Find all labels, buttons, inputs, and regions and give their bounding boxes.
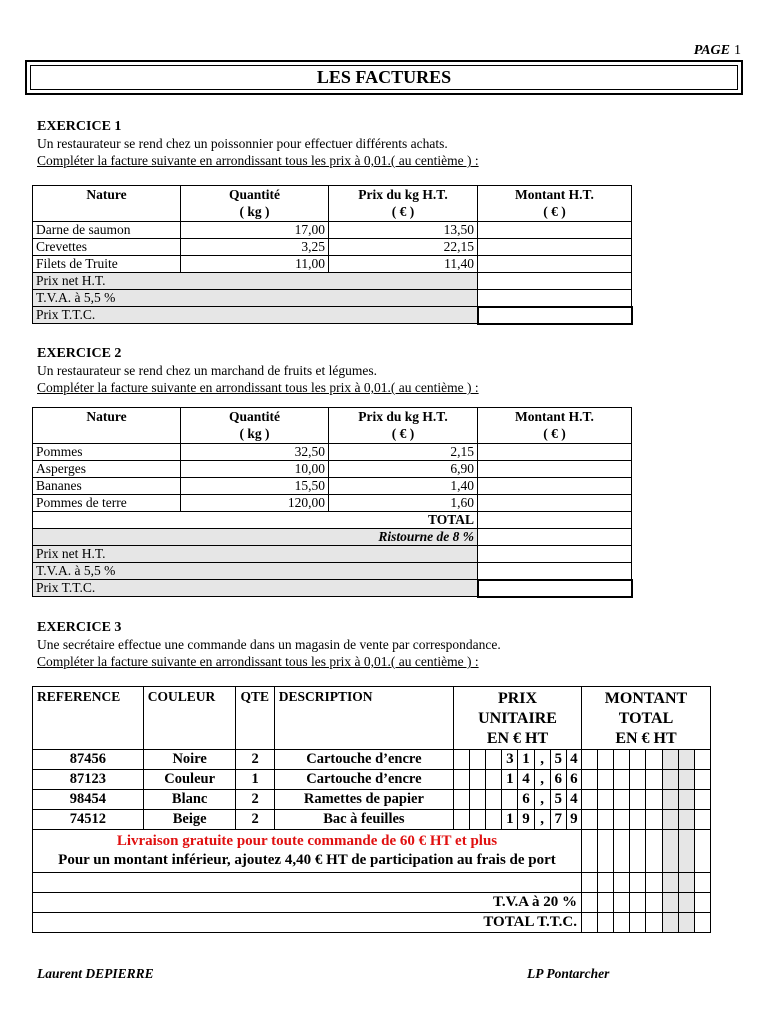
exercise-1-invoice — [32, 185, 633, 325]
footer-school: LP Pontarcher — [527, 966, 610, 981]
unit-price-digit: 7 — [550, 810, 566, 830]
tva-row — [33, 290, 632, 307]
total-label: TOTAL — [33, 512, 478, 529]
amount-input-cell[interactable] — [478, 222, 632, 239]
amount-digit-cell[interactable] — [678, 873, 694, 893]
unit-price-digit — [454, 750, 470, 770]
price-header: Prix du kg H.T. ( € ) — [329, 186, 478, 222]
exercise-3-intro: Une secrétaire effectue une commande dans un magasin de vente par correspondance. — [37, 637, 501, 652]
amount-digit-cell[interactable] — [662, 770, 678, 790]
amount-digit-cell[interactable] — [694, 873, 710, 893]
amount-digit-cell[interactable] — [646, 790, 662, 810]
ttc-input-cell[interactable] — [478, 580, 632, 597]
ttc-label: Prix T.T.C. — [33, 307, 478, 324]
qty-cell: 2 — [236, 750, 274, 770]
footer-author: Laurent DEPIERRE — [37, 966, 154, 981]
amount-digit-cell[interactable] — [662, 810, 678, 830]
nature-cell: Darne de saumon — [33, 222, 181, 239]
unit-price-digit — [470, 810, 486, 830]
exercise-1-instruction: Compléter la facture suivante en arrondissant tous les prix à 0,01.( au centième ) : — [37, 153, 479, 168]
unit-price-digit: , — [534, 810, 550, 830]
table-row — [33, 444, 632, 461]
amount-digit-cell[interactable] — [646, 913, 662, 933]
shipping-notice-row — [33, 830, 711, 873]
price-cell: 22,15 — [329, 239, 478, 256]
quantity-header: Quantité ( kg ) — [181, 186, 329, 222]
net-ht-label: Prix net H.T. — [33, 273, 478, 290]
shipping-fee-note: Pour un montant inférieur, ajoutez 4,40 € HT de participation au frais de port — [58, 852, 556, 868]
qty-cell: 2 — [236, 790, 274, 810]
amount-digit-cell[interactable] — [678, 750, 694, 770]
amount-input-cell[interactable] — [478, 256, 632, 273]
nature-cell: Bananes — [33, 478, 181, 495]
unit-price-digit — [454, 810, 470, 830]
amount-digit-cell[interactable] — [662, 893, 678, 913]
tva-label: T.V.A. à 5,5 % — [33, 563, 478, 580]
amount-digit-cell[interactable] — [581, 830, 597, 873]
amount-digit-cell[interactable] — [598, 790, 614, 810]
quantity-cell: 120,00 — [181, 495, 329, 512]
color-cell: Blanc — [143, 790, 236, 810]
amount-digit-cell[interactable] — [614, 913, 630, 933]
quantity-cell: 11,00 — [181, 256, 329, 273]
net-ht-row — [33, 546, 632, 563]
net-ht-input-cell[interactable] — [478, 546, 632, 563]
unit-price-digit: 5 — [550, 750, 566, 770]
nature-cell: Crevettes — [33, 239, 181, 256]
price-cell: 11,40 — [329, 256, 478, 273]
exercise-2-heading: EXERCICE 2 — [37, 346, 122, 361]
qty-cell: 1 — [236, 770, 274, 790]
page-title: LES FACTURES — [30, 65, 738, 90]
amount-digit-cell[interactable] — [581, 770, 597, 790]
discount-input-cell[interactable] — [478, 529, 632, 546]
table-header-row — [33, 408, 632, 444]
price-header: Prix du kg H.T. ( € ) — [329, 408, 478, 444]
unit-price-digit — [486, 770, 502, 790]
tva-input-cell[interactable] — [478, 563, 632, 580]
unit-price-digit — [486, 810, 502, 830]
color-cell: Noire — [143, 750, 236, 770]
price-cell: 1,40 — [329, 478, 478, 495]
price-cell: 1,60 — [329, 495, 478, 512]
amount-digit-cell[interactable] — [630, 873, 646, 893]
price-cell: 6,90 — [329, 461, 478, 478]
amount-input-cell[interactable] — [478, 495, 632, 512]
amount-digit-cell[interactable] — [678, 770, 694, 790]
exercise-3-invoice — [32, 686, 711, 933]
tva-label: T.V.A à 20 % — [33, 893, 582, 913]
amount-digit-cell[interactable] — [646, 830, 662, 873]
amount-digit-cell[interactable] — [678, 830, 694, 873]
amount-digit-cell[interactable] — [598, 770, 614, 790]
ttc-row — [33, 913, 711, 933]
amount-digit-cell[interactable] — [678, 893, 694, 913]
amount-digit-cell[interactable] — [614, 770, 630, 790]
amount-digit-cell[interactable] — [630, 750, 646, 770]
amount-digit-cell[interactable] — [646, 770, 662, 790]
nature-header: Nature — [33, 186, 181, 222]
color-cell: Beige — [143, 810, 236, 830]
description-cell: Bac à feuilles — [274, 810, 453, 830]
unit-price-digit: 1 — [502, 770, 518, 790]
amount-digit-cell[interactable] — [646, 810, 662, 830]
nature-cell: Filets de Truite — [33, 256, 181, 273]
table-row — [33, 770, 711, 790]
description-cell: Cartouche d’encre — [274, 750, 453, 770]
amount-digit-cell[interactable] — [694, 750, 710, 770]
amount-digit-cell[interactable] — [662, 873, 678, 893]
table-row — [33, 478, 632, 495]
unit-price-digit: 4 — [566, 750, 581, 770]
unit-price-digit: 9 — [518, 810, 534, 830]
amount-digit-cell[interactable] — [630, 830, 646, 873]
table-row — [33, 750, 711, 770]
tva-input-cell[interactable] — [478, 290, 632, 307]
quantity-header: Quantité ( kg ) — [181, 408, 329, 444]
net-ht-input-cell[interactable] — [478, 273, 632, 290]
tva-row — [33, 893, 711, 913]
amount-digit-cell[interactable] — [598, 913, 614, 933]
exercise-2-instruction: Compléter la facture suivante en arrondissant tous les prix à 0,01.( au centième ) : — [37, 380, 479, 395]
amount-digit-cell[interactable] — [581, 893, 597, 913]
amount-digit-cell[interactable] — [598, 810, 614, 830]
table-header-row — [33, 687, 711, 750]
amount-header: Montant H.T. ( € ) — [478, 408, 632, 444]
unit-price-digit: 1 — [518, 750, 534, 770]
amount-digit-cell[interactable] — [694, 810, 710, 830]
table-row — [33, 461, 632, 478]
amount-digit-cell[interactable] — [598, 893, 614, 913]
unit-price-digit — [470, 790, 486, 810]
net-ht-label: Prix net H.T. — [33, 546, 478, 563]
discount-row — [33, 529, 632, 546]
nature-header: Nature — [33, 408, 181, 444]
reference-cell: 98454 — [33, 790, 144, 810]
amount-digit-cell[interactable] — [630, 790, 646, 810]
unit-price-digit: 6 — [566, 770, 581, 790]
unit-price-digit: 4 — [566, 790, 581, 810]
quantity-cell: 10,00 — [181, 461, 329, 478]
unit-price-header: PRIX UNITAIRE EN € HT — [454, 687, 582, 750]
exercise-2-invoice — [32, 407, 633, 598]
description-cell: Cartouche d’encre — [274, 770, 453, 790]
amount-digit-cell[interactable] — [581, 750, 597, 770]
amount-digit-cell[interactable] — [678, 790, 694, 810]
color-header: COULEUR — [143, 687, 236, 750]
title-box — [25, 60, 743, 95]
amount-digit-cell[interactable] — [694, 790, 710, 810]
amount-digit-cell[interactable] — [646, 873, 662, 893]
reference-cell: 87456 — [33, 750, 144, 770]
amount-digit-cell[interactable] — [598, 873, 614, 893]
reference-cell: 74512 — [33, 810, 144, 830]
tva-label: T.V.A. à 5,5 % — [33, 290, 478, 307]
tva-row — [33, 563, 632, 580]
page-number: PAGE 1 — [693, 43, 741, 58]
amount-digit-cell[interactable] — [581, 913, 597, 933]
reference-header: REFERENCE — [33, 687, 144, 750]
color-cell: Couleur — [143, 770, 236, 790]
exercise-1-intro: Un restaurateur se rend chez un poissonnier pour effectuer différents achats. — [37, 136, 448, 151]
unit-price-digit: 6 — [518, 790, 534, 810]
amount-digit-cell[interactable] — [630, 770, 646, 790]
ttc-label: Prix T.T.C. — [33, 580, 478, 597]
total-row — [33, 512, 632, 529]
amount-digit-cell[interactable] — [630, 893, 646, 913]
unit-price-digit: 4 — [518, 770, 534, 790]
amount-digit-cell[interactable] — [630, 913, 646, 933]
price-cell: 13,50 — [329, 222, 478, 239]
unit-price-digit: 6 — [550, 770, 566, 790]
ttc-input-cell[interactable] — [478, 307, 632, 324]
amount-digit-cell[interactable] — [581, 810, 597, 830]
quantity-cell: 3,25 — [181, 239, 329, 256]
quantity-cell: 17,00 — [181, 222, 329, 239]
blank-cell — [33, 873, 582, 893]
exercise-1-heading: EXERCICE 1 — [37, 119, 122, 134]
description-cell: Ramettes de papier — [274, 790, 453, 810]
amount-input-cell[interactable] — [478, 444, 632, 461]
unit-price-digit — [470, 750, 486, 770]
unit-price-digit: , — [534, 750, 550, 770]
table-row — [33, 810, 711, 830]
nature-cell: Pommes — [33, 444, 181, 461]
unit-price-digit — [454, 790, 470, 810]
unit-price-digit — [486, 790, 502, 810]
unit-price-digit: 3 — [502, 750, 518, 770]
amount-digit-cell[interactable] — [614, 873, 630, 893]
amount-digit-cell[interactable] — [694, 913, 710, 933]
net-ht-row — [33, 273, 632, 290]
unit-price-digit: , — [534, 790, 550, 810]
unit-price-digit: 5 — [550, 790, 566, 810]
amount-digit-cell[interactable] — [630, 810, 646, 830]
nature-cell: Asperges — [33, 461, 181, 478]
exercise-3-instruction: Compléter la facture suivante en arrondissant tous les prix à 0,01.( au centième ) : — [37, 654, 479, 669]
quantity-cell: 15,50 — [181, 478, 329, 495]
table-row — [33, 222, 632, 239]
ttc-row — [33, 580, 632, 597]
free-shipping-note: Livraison gratuite pour toute commande de 60 € HT et plus — [116, 833, 498, 849]
unit-price-digit — [470, 770, 486, 790]
amount-digit-cell[interactable] — [598, 830, 614, 873]
amount-digit-cell[interactable] — [598, 750, 614, 770]
unit-price-digit — [502, 790, 518, 810]
reference-cell: 87123 — [33, 770, 144, 790]
ttc-row — [33, 307, 632, 324]
amount-digit-cell[interactable] — [662, 790, 678, 810]
unit-price-digit: , — [534, 770, 550, 790]
total-ttc-label: TOTAL T.T.C. — [33, 913, 582, 933]
amount-digit-cell[interactable] — [694, 770, 710, 790]
amount-input-cell[interactable] — [478, 239, 632, 256]
price-cell: 2,15 — [329, 444, 478, 461]
amount-input-cell[interactable] — [478, 461, 632, 478]
amount-digit-cell[interactable] — [614, 810, 630, 830]
qty-cell: 2 — [236, 810, 274, 830]
table-header-row — [33, 186, 632, 222]
discount-label: Ristourne de 8 % — [33, 529, 478, 546]
amount-digit-cell[interactable] — [614, 893, 630, 913]
amount-digit-cell[interactable] — [646, 750, 662, 770]
amount-digit-cell[interactable] — [678, 913, 694, 933]
amount-digit-cell[interactable] — [662, 913, 678, 933]
amount-digit-cell[interactable] — [614, 830, 630, 873]
description-header: DESCRIPTION — [274, 687, 453, 750]
qty-header: QTE — [236, 687, 274, 750]
amount-header: Montant H.T. ( € ) — [478, 186, 632, 222]
table-row — [33, 239, 632, 256]
unit-price-digit — [486, 750, 502, 770]
amount-digit-cell[interactable] — [581, 873, 597, 893]
table-row — [33, 790, 711, 810]
amount-digit-cell[interactable] — [581, 790, 597, 810]
total-input-cell[interactable] — [478, 512, 632, 529]
unit-price-digit — [454, 770, 470, 790]
shipping-notice — [33, 830, 582, 873]
total-amount-header: MONTANT TOTAL EN € HT — [581, 687, 710, 750]
table-row — [33, 495, 632, 512]
amount-digit-cell[interactable] — [646, 893, 662, 913]
amount-digit-cell[interactable] — [614, 790, 630, 810]
amount-digit-cell[interactable] — [694, 893, 710, 913]
unit-price-digit: 1 — [502, 810, 518, 830]
exercise-2-intro: Un restaurateur se rend chez un marchand de fruits et légumes. — [37, 363, 377, 378]
blank-row — [33, 873, 711, 893]
amount-digit-cell[interactable] — [662, 750, 678, 770]
amount-digit-cell[interactable] — [662, 830, 678, 873]
unit-price-digit: 9 — [566, 810, 581, 830]
amount-digit-cell[interactable] — [614, 750, 630, 770]
nature-cell: Pommes de terre — [33, 495, 181, 512]
amount-digit-cell[interactable] — [678, 810, 694, 830]
amount-input-cell[interactable] — [478, 478, 632, 495]
table-row — [33, 256, 632, 273]
amount-digit-cell[interactable] — [694, 830, 710, 873]
quantity-cell: 32,50 — [181, 444, 329, 461]
exercise-3-heading: EXERCICE 3 — [37, 620, 122, 635]
